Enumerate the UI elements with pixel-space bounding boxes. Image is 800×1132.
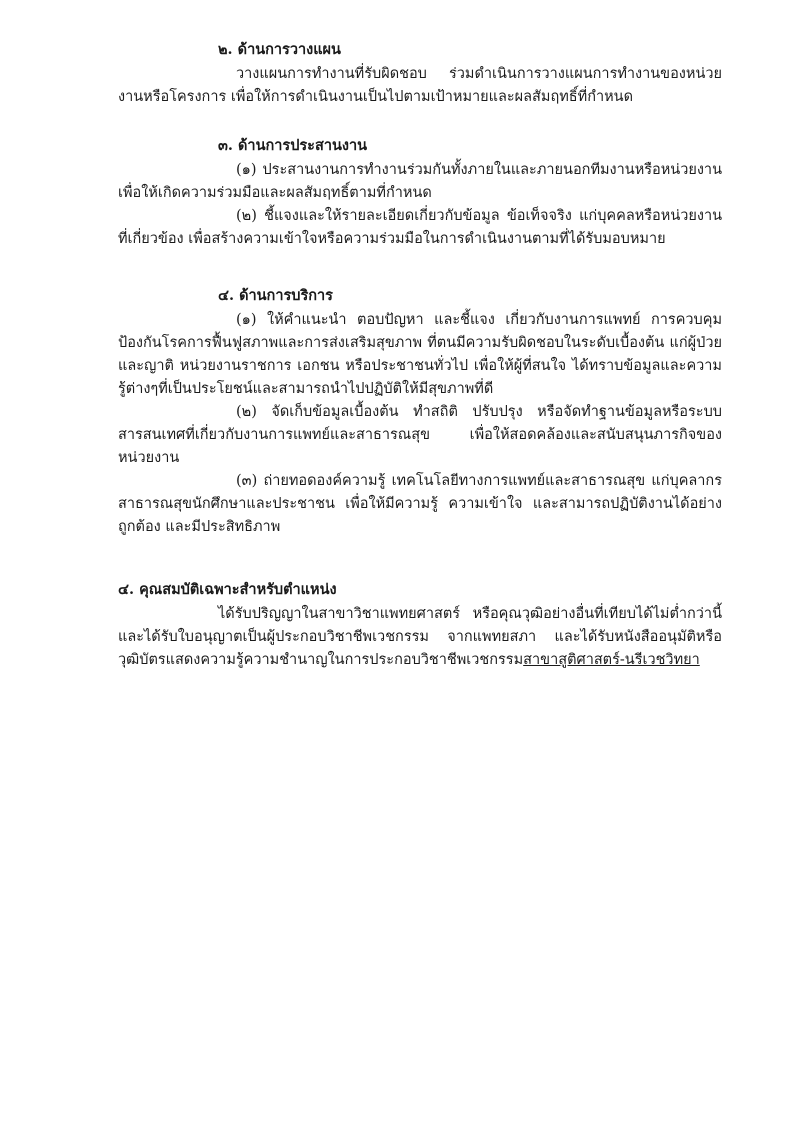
paragraph-service-3: (๓) ถ่ายทอดองค์ความรู้ เทคโนโลยีทางการแพทย์และสาธารณสุข แก่บุคลากรสาธารณสุขนักศึกษาและประชาชน เพื่อให้มีความรู้ ความเข้าใจ และสามารถปฏิบัติงานได้อย่างถูกต้อง และมีประสิทธิภาพ <box>118 473 722 535</box>
section-planning <box>118 38 722 109</box>
qualification-text: ได้รับปริญญาในสาขาวิชาแพทยศาสตร์ หรือคุณวุฒิอย่างอื่นที่เทียบได้ไม่ต่ำกว่านี้ และได้รับใบอนุญาตเป็นผู้ประกอบวิชาชีพเวชกรรม จากแพทยสภา และได้รับหนังสืออนุมัติหรือวุฒิบัตรแสดงความรู้ความชำนาญในการประกอบวิชาชีพเวชกรรม <box>118 606 722 668</box>
paragraph-qualification <box>118 603 722 672</box>
section-coordination <box>118 134 722 251</box>
section-heading-planning: ๒. ด้านการวางแผน <box>218 41 341 58</box>
section-heading-coordination: ๓. ด้านการประสานงาน <box>218 137 368 154</box>
section-qualification <box>118 578 722 672</box>
section-heading-service: ๔. ด้านการบริการ <box>218 287 333 304</box>
paragraph-coordination-1: (๑) ประสานงานการทำงานร่วมกันทั้งภายในและภายนอกทีมงานหรือหน่วยงาน เพื่อให้เกิดความร่วมมือและผลสัมฤทธิ์ตามที่กำหนด <box>118 162 722 201</box>
paragraph-service-2: (๒) จัดเก็บข้อมูลเบื้องต้น ทำสถิติ ปรับปรุง หรือจัดทำฐานข้อมูลหรือระบบสารสนเทศที่เกี่ยวกับงานการแพทย์และสาธารณสุข เพื่อให้สอดคล้องและสนับสนุนภารกิจของหน่วยงาน <box>118 404 722 466</box>
section-service <box>118 284 722 539</box>
section-heading-qualification: ๔. คุณสมบัติเฉพาะสำหรับตำแหน่ง <box>118 581 337 598</box>
paragraph-planning: วางแผนการทำงานที่รับผิดชอบ ร่วมดำเนินการวางแผนการทำงานของหน่วยงานหรือโครงการ เพื่อให้การดำเนินงานเป็นไปตามเป้าหมายและผลสัมฤทธิ์ที่กำหนด <box>118 66 722 105</box>
paragraph-coordination-2: (๒) ชี้แจงและให้รายละเอียดเกี่ยวกับข้อมูล ข้อเท็จจริง แก่บุคคลหรือหน่วยงานที่เกี่ยวข้อง เพื่อสร้างความเข้าใจหรือความร่วมมือในการดำเนินงานตามที่ได้รับมอบหมาย <box>118 208 722 247</box>
qualification-specialty: สาขาสูติศาสตร์-นรีเวชวิทยา <box>523 652 700 668</box>
paragraph-service-1: (๑) ให้คำแนะนำ ตอบปัญหา และชี้แจง เกี่ยวกับงานการแพทย์ การควบคุมป้องกันโรคการฟื้นฟูสภาพและการส่งเสริมสุขภาพ ที่ตนมีความรับผิดชอบในระดับเบื้องต้น แก่ผู้ป่วยและญาติ หน่วยงานราชการ เอกชน หรือประชาชนทั่วไป เพื่อให้ผู้ที่สนใจ ได้ทราบข้อมูลและความรู้ต่างๆที่เป็นประโยชน์และสามารถนำไปปฏิบัติให้มีสุขภาพที่ดี <box>118 312 722 397</box>
